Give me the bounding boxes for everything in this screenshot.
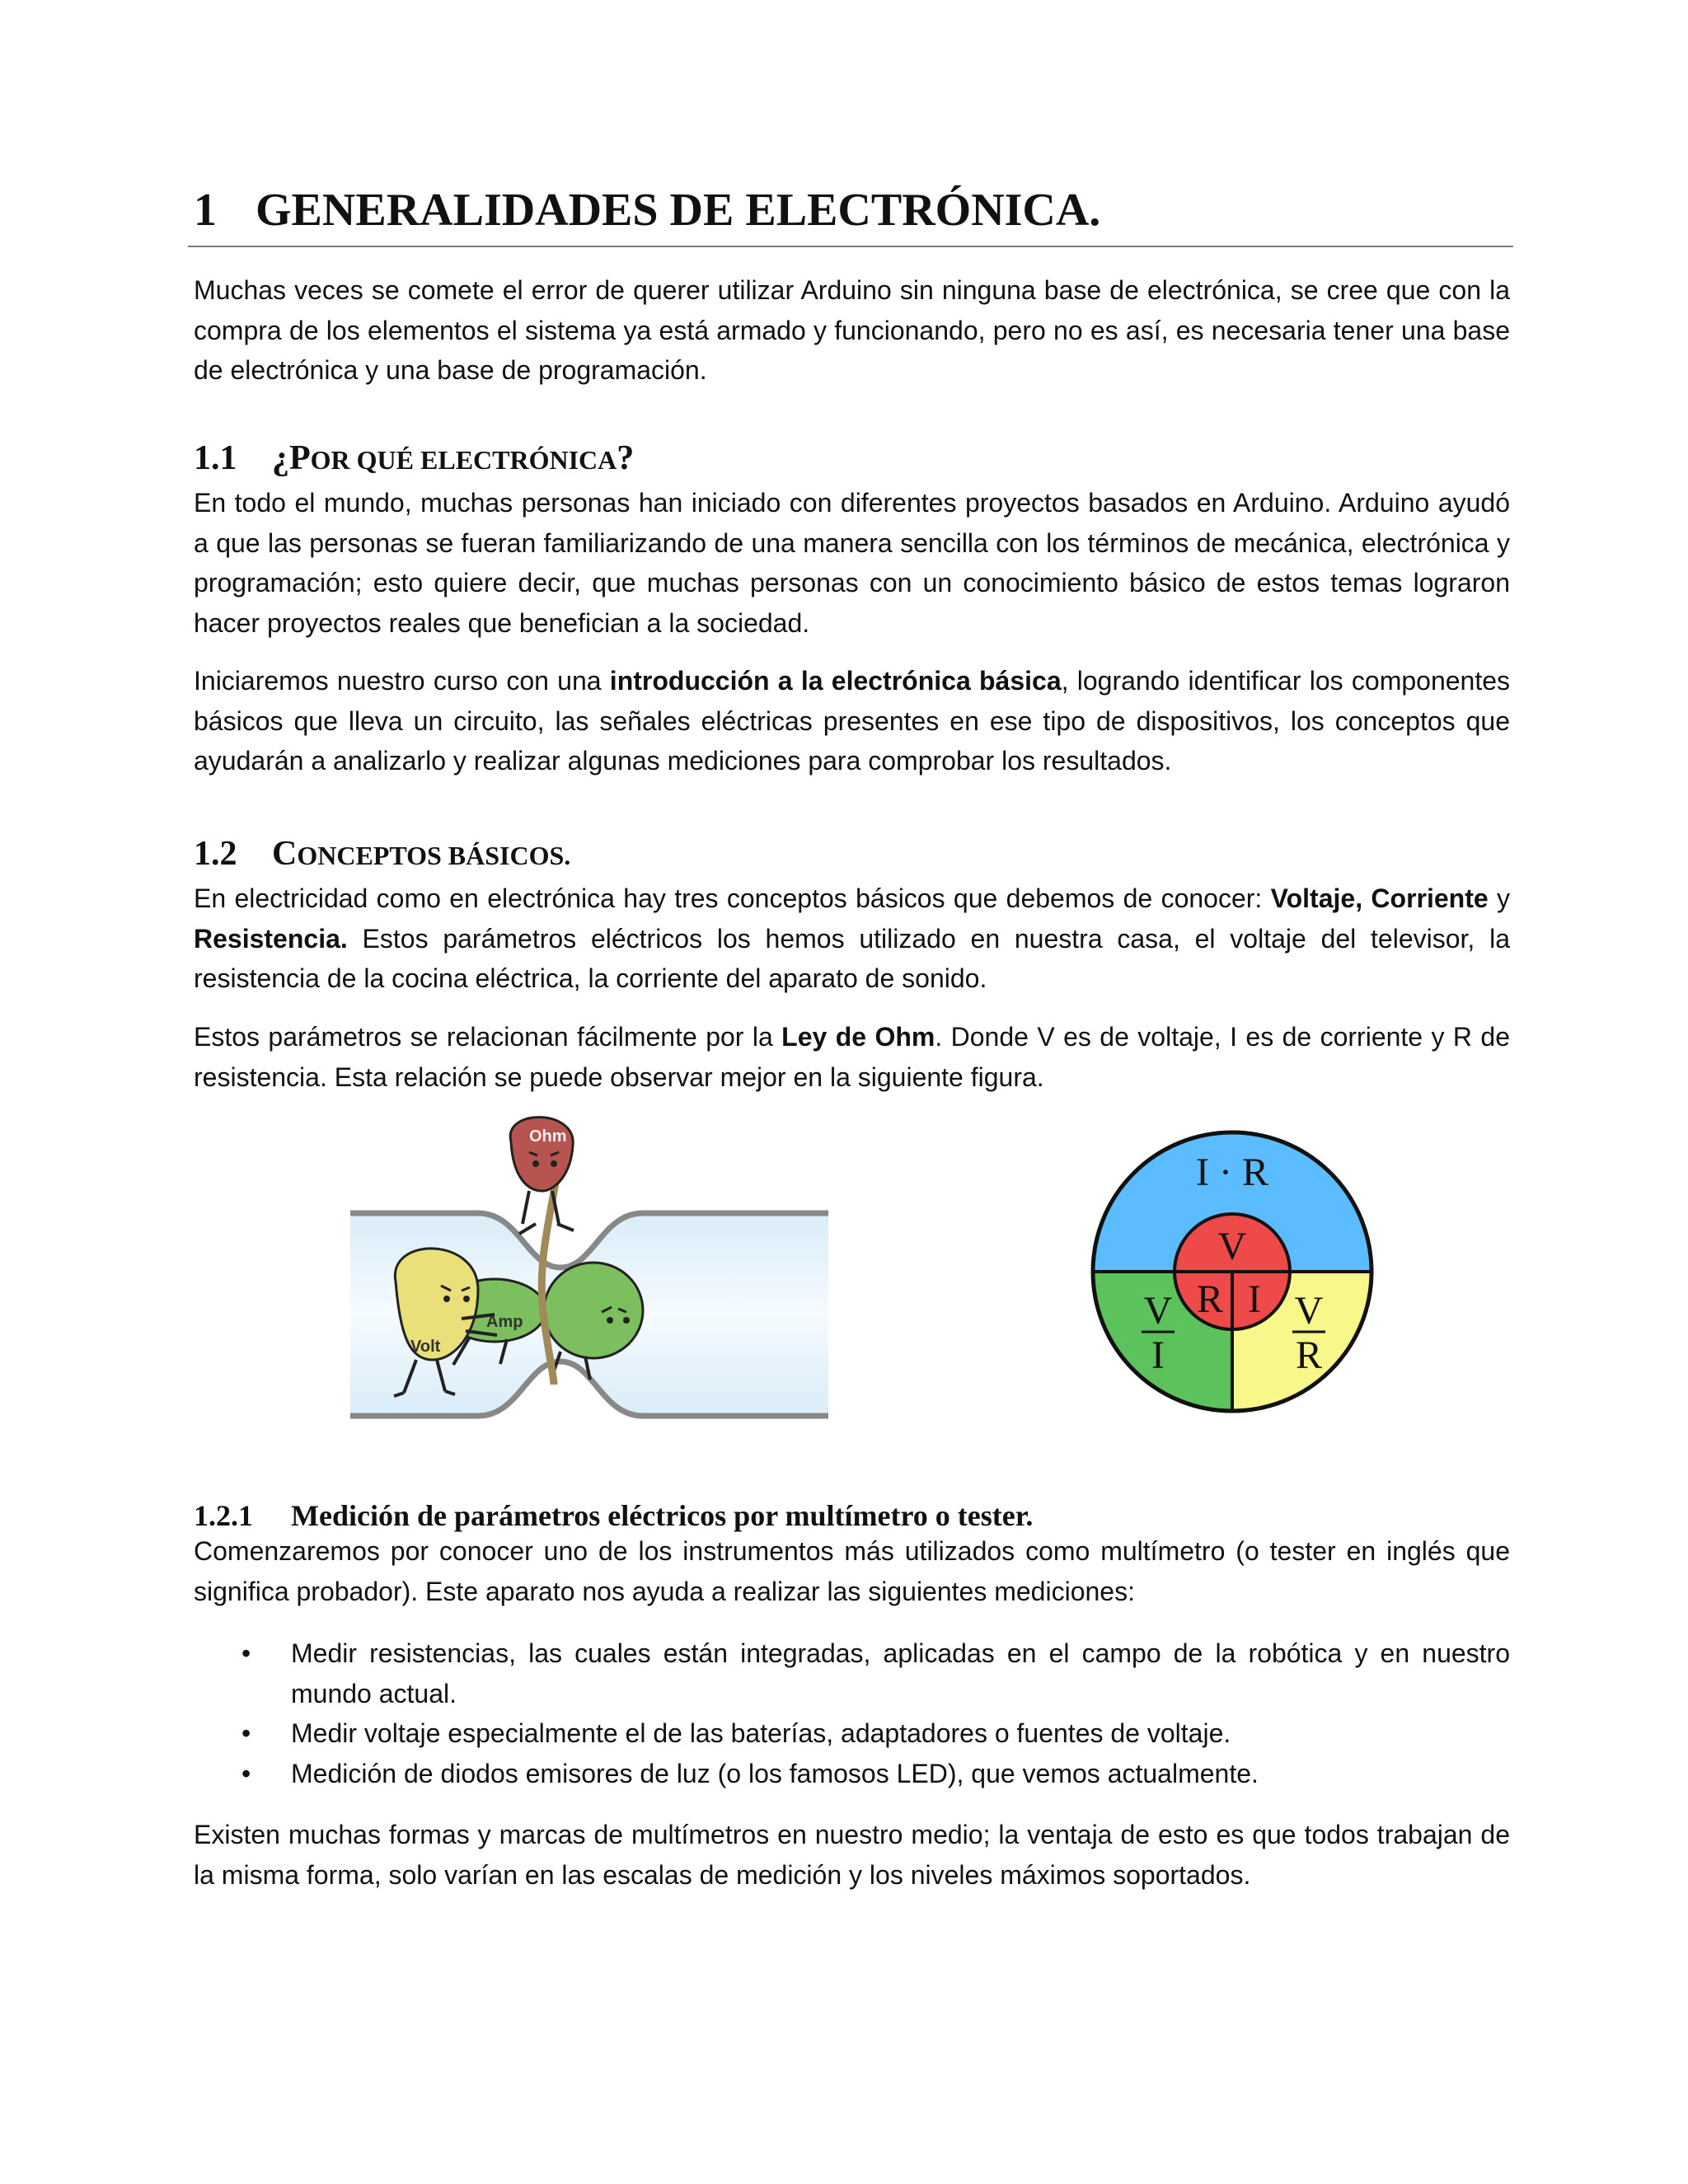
subsection-paragraph-1: Comenzaremos por conocer uno de los instrumentos más utilizados como multímetro (o tester en inglés que significa probador). Este aparato nos ayuda a realizar las siguientes mediciones: — [194, 1536, 1510, 1606]
ohm-character — [510, 1118, 574, 1234]
text: , logrando identificar los componentes básicos que lleva un circuito, las señales eléctricas presentes en ese tipo de dispositivos, los conceptos que ayudarán a analizarlo y realizar algunas mediciones para comprobar los resultados. — [194, 666, 1511, 776]
bold-text: Resistencia. — [194, 923, 348, 954]
wheel-right-denominator: R — [1295, 1333, 1323, 1377]
title-smallcaps: ONCEPTOS BÁSICOS. — [297, 841, 571, 870]
subsection-number: 1.2.1 — [194, 1499, 253, 1532]
volt-label: Volt — [410, 1338, 441, 1356]
text: En electricidad como en electrónica hay tres conceptos básicos que debemos de conocer: — [194, 883, 1271, 913]
title-smallcaps: OR QUÉ ELECTRÓNICA — [310, 445, 617, 475]
section-1-2-paragraph-1 — [194, 879, 1510, 999]
title-open: ¿ — [272, 439, 289, 477]
bullet: • — [241, 1758, 251, 1788]
wheel-center-right: I — [1248, 1277, 1261, 1321]
wheel-center-top: V — [1217, 1225, 1247, 1268]
list-item-text: Medición de diodos emisores de luz (o los famosos LED), que vemos actualmente. — [291, 1758, 1259, 1788]
list-item — [194, 1713, 1510, 1754]
title-cap: P — [289, 439, 311, 477]
list-item — [194, 1633, 1510, 1713]
list-item-text: Medir voltaje especialmente el de las baterías, adaptadores o fuentes de voltaje. — [291, 1718, 1231, 1748]
bullet: • — [241, 1718, 251, 1748]
wheel-top-label: I · R — [1196, 1151, 1268, 1194]
wheel-center-left: R — [1196, 1277, 1224, 1321]
bullet: • — [241, 1638, 251, 1668]
list-item-text: Medir resistencias, las cuales están integradas, aplicadas en el campo de la robótica y en nuestro mundo actual. — [291, 1638, 1510, 1708]
bold-text: Ley de Ohm — [781, 1022, 935, 1052]
bold-text: Voltaje, Corriente — [1270, 883, 1489, 913]
heading-rule — [188, 246, 1513, 247]
section-1-1-paragraph-2 — [194, 661, 1510, 781]
section-1-1-paragraph-1: En todo el mundo, muchas personas han iniciado con diferentes proyectos basados en Arduino. Arduino ayudó a que las personas se fueran familiarizando de una manera sencilla con los términos de mecánica, electrónica y programación; esto quiere decir, que muchas personas con un conocimiento básico de estos temas lograron hacer proyectos reales que benefician a la sociedad. — [194, 488, 1510, 638]
section-number: 1.1 — [194, 439, 237, 477]
chapter-title: GENERALIDADES DE ELECTRÓNICA. — [256, 185, 1101, 236]
text: . Donde V es de voltaje, I es de corriente y R de resistencia. Esta relación se puede observar mejor en la siguiente figura. — [194, 1022, 1511, 1092]
title-close: ? — [617, 439, 635, 477]
text: Estos parámetros eléctricos los hemos utilizado en nuestra casa, el voltaje del televisor, la resistencia de la cocina eléctrica, la corriente del aparato de sonido. — [194, 923, 1510, 993]
wheel-right-numerator: V — [1294, 1289, 1324, 1333]
intro-paragraph: Muchas veces se comete el error de querer utilizar Arduino sin ninguna base de electrónica, se cree que con la compra de los elementos el sistema ya está armado y funcionando, pero no es así, es necesaria tener una base de electrónica y una base de programación. — [194, 275, 1510, 385]
section-1-2-paragraph-2 — [194, 1017, 1510, 1097]
wheel-left-denominator: I — [1151, 1333, 1165, 1377]
text: y — [1488, 883, 1511, 913]
text: Estos parámetros se relacionan fácilmente por la — [194, 1022, 782, 1052]
subsection-heading-1-2-1 — [194, 1497, 1512, 1535]
list-item — [194, 1754, 1510, 1794]
section-heading-1-2 — [194, 832, 1512, 877]
subsection-title: Medición de parámetros eléctricos por multímetro o tester. — [291, 1499, 1034, 1532]
measurement-list — [194, 1633, 1510, 1793]
bold-text: introducción a la electrónica básica — [609, 666, 1062, 696]
subsection-paragraph-2: Existen muchas formas y marcas de multímetros en nuestro medio; la ventaja de esto es que todos trabajan de la misma forma, solo varían en las escalas de medición y los niveles máximos soportados. — [194, 1820, 1510, 1890]
section-number: 1.2 — [194, 835, 237, 873]
section-heading-1-1 — [194, 437, 1512, 481]
ohm-law-cartoon — [338, 1113, 841, 1459]
amp-label: Amp — [486, 1313, 523, 1331]
chapter-number: 1 — [194, 185, 217, 236]
ohm-label: Ohm — [529, 1127, 567, 1146]
title-cap: C — [272, 835, 298, 873]
text: Iniciaremos nuestro curso con una — [194, 666, 610, 696]
chapter-heading — [194, 181, 1512, 239]
wheel-left-numerator: V — [1143, 1289, 1173, 1333]
ohm-law-wheel — [1088, 1119, 1376, 1424]
